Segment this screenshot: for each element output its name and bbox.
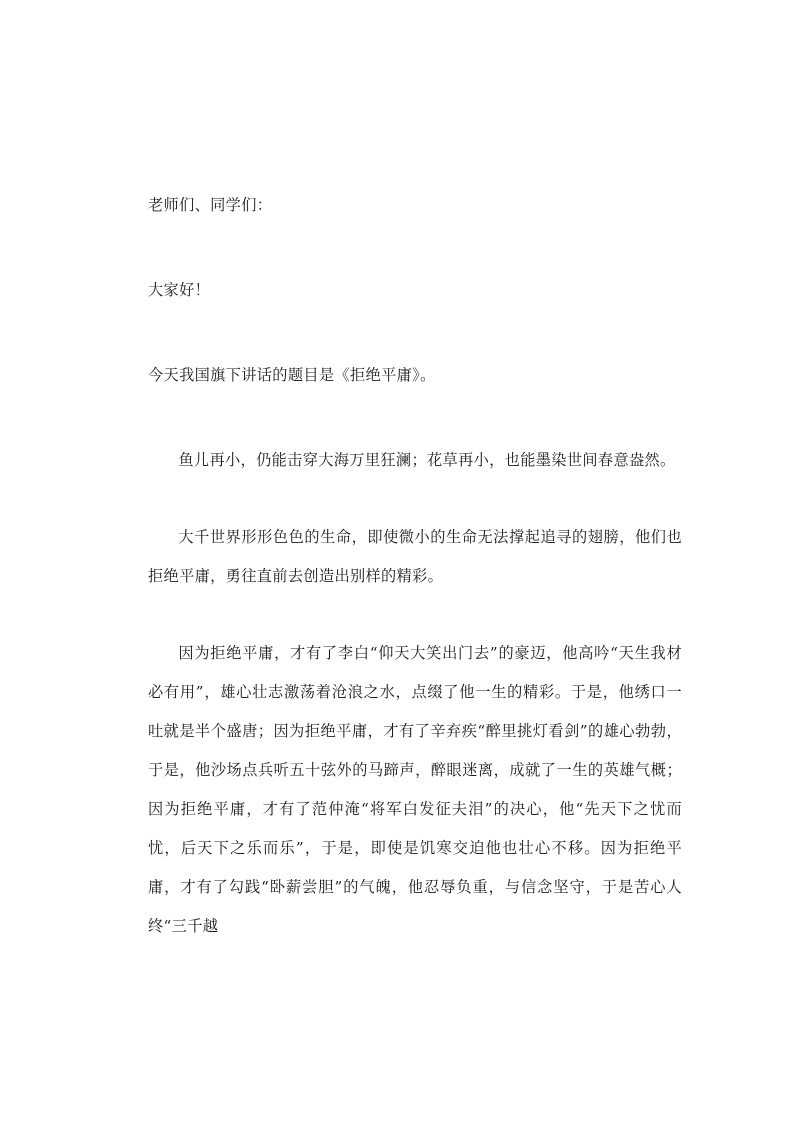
paragraph-topic: 今天我国旗下讲话的题目是《拒绝平庸》。	[148, 366, 436, 384]
paragraph-thesis: 大千世界形形色色的生命，即使微小的生命无法撑起追寻的翅膀，他们也拒绝平庸，勇往直前去创造出别样的精彩。	[148, 528, 682, 585]
paragraph-examples: 因为拒绝平庸，才有了李白“仰天大笑出门去”的豪迈，他高吟“天生我材必有用”，雄心壮志激荡着沧浪之水，点缀了他一生的精彩。于是，他绣口一吐就是半个盛唐；因为拒绝平庸，才有了辛弃疾“醉里挑灯看剑”的雄心勃勃，于是，他沙场点兵听五十弦外的马蹄声，醉眼迷离，成就了一生的英雄气概；因为拒绝平庸，才有了范仲淹“将军白发征夫泪”的决心，他“先天下之忧而忧，后天下之乐而乐”，于是，即使是饥寒交迫他也壮心不移。因为拒绝平庸，才有了勾践“卧薪尝胆”的气魄，他忍辱负重，与信念坚守，于是苦心人终“三千越	[148, 644, 682, 935]
paragraph-opening-metaphor: 鱼儿再小，仍能击穿大海万里狂澜；花草再小，也能墨染世间春意盎然。	[178, 451, 676, 469]
paragraph-salutation: 老师们、同学们：	[148, 196, 273, 214]
document-text-body	[148, 186, 682, 946]
paragraph-greeting: 大家好！	[148, 281, 211, 299]
